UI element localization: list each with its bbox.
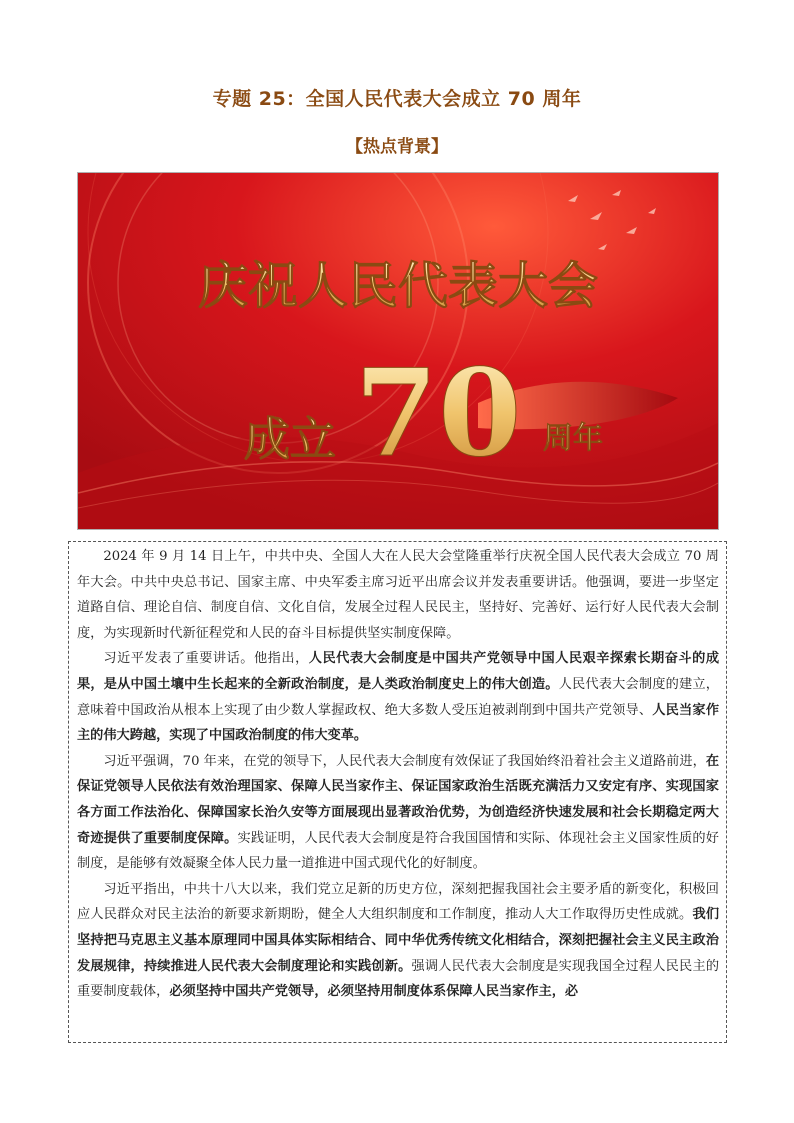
text-run: 习近平指出，中共十八大以来，我们党立足新的历史方位，深刻把握我国社会主要矛盾的新变化，积极回应人民群众对民主法治的新要求新期盼，健全人大组织制度和工作制度，推动人大工作取得历史性成就。 bbox=[77, 881, 719, 923]
paragraph bbox=[77, 877, 719, 1005]
background-text-box bbox=[68, 541, 727, 1043]
page-title: 专题 25：全国人民代表大会成立 70 周年 bbox=[212, 88, 582, 110]
anniversary-banner bbox=[77, 172, 719, 530]
banner-number: 70 bbox=[354, 343, 522, 484]
banner-headline: 庆祝人民代表大会 bbox=[198, 256, 598, 315]
section-heading: 【热点背景】 bbox=[346, 137, 448, 157]
bold-text-run: 必须坚持中国共产党领导，必须坚持用制度体系保障人民当家作主，必 bbox=[169, 984, 579, 1000]
banner-left-text: 成立 bbox=[244, 412, 336, 466]
text-run: 强调人民代表大会制度是实现我国全过程人民民主的重要制度载体， bbox=[77, 958, 720, 1000]
text-run: 实践证明，人民代表大会制度是符合我国国情和实际、体现社会主义国家性质的好制度，是能够有效凝聚全体人民力量一道推进中国式现代化的好制度。 bbox=[77, 830, 719, 872]
paragraph bbox=[77, 646, 719, 748]
bold-text-run: 人民代表大会制度是中国共产党领导中国人民艰辛探索长期奋斗的成果，是从中国土壤中生长起来的全新政治制度，是人类政治制度史上的伟大创造。 bbox=[77, 651, 720, 692]
text-run: 习近平发表了重要讲话。他指出， bbox=[103, 651, 309, 667]
banner-graphic bbox=[78, 173, 718, 529]
paragraph bbox=[77, 749, 719, 877]
paragraph bbox=[77, 544, 719, 646]
text-run: 习近平强调，70 年来，在党的领导下，人民代表大会制度有效保证了我国始终沿着社会主义道路前进， bbox=[103, 753, 706, 769]
text-run: 人民代表大会制度的建立，意味着中国政治从根本上实现了由少数人掌握政权、绝大多数人受压迫被剥削到中国共产党领导、 bbox=[77, 676, 719, 718]
bold-text-run: 在保证党领导人民依法有效治理国家、保障人民当家作主、保证国家政治生活既充满活力又安定有序、实现国家各方面工作法治化、保障国家长治久安等方面展现出显著政治优势，为创造经济快速发展和社会长期稳定两大奇迹提供了重要制度保障。 bbox=[77, 753, 719, 846]
banner-right-text: 周年 bbox=[543, 421, 603, 456]
bold-text-run: 我们坚持把马克思主义基本原理同中国具体实际相结合、同中华优秀传统文化相结合，深刻把握社会主义民主政治发展规律，持续推进人民代表大会制度理论和实践创新。 bbox=[77, 907, 720, 974]
bold-text-run: 人民当家作主的伟大跨越，实现了中国政治制度的伟大变革。 bbox=[77, 702, 720, 744]
text-run: 2024 年 9 月 14 日上午，中共中央、全国人大在人民大会堂隆重举行庆祝全国人民代表大会成立 70 周年大会。中共中央总书记、国家主席、中央军委主席习近平出席会议并发表重要讲话。他强调，要进一步坚定道路自信、理论自信、制度自信、文化自信，发展全过程人民民主，坚持好、完善好、运行好人民代表大会制度，为实现新时代新征程党和人民的奋斗目标提供坚实制度保障。 bbox=[77, 549, 719, 641]
